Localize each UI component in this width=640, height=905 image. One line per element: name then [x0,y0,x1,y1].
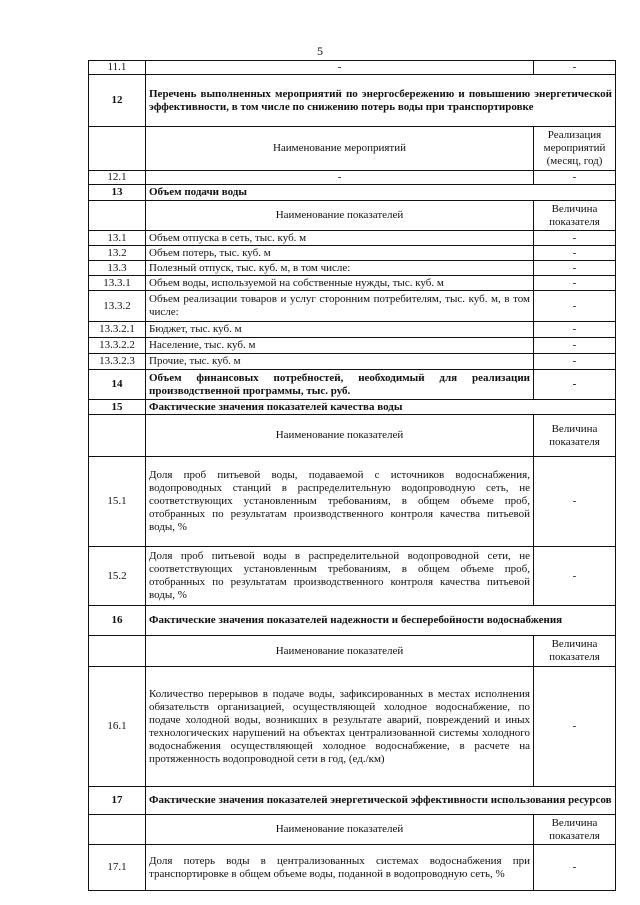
header-blank [89,201,146,231]
section-title: Объем финансовых потребностей, необходимый для реализации производственной программы, тыс. руб. [146,370,534,400]
column-header-row [89,127,616,171]
column-header-value: Величина показателя [534,636,616,667]
row-value: - [534,338,616,354]
section-row [89,370,616,400]
section-number: 14 [89,370,146,400]
report-table [88,60,616,891]
row-text: Доля проб питьевой воды, подаваемой с источников водоснабжения, водопроводных станций в распределительную водопроводную сеть, не соответствующих установленным требованиям, в общем объеме проб, отобранных по результатам производственного контроля качества питьевой воды, % [146,457,534,547]
row-value: - [534,457,616,547]
column-header-name: Наименование мероприятий [146,127,534,171]
header-blank [89,127,146,171]
row-value: - [534,291,616,322]
column-header-name: Наименование показателей [146,636,534,667]
column-header-row [89,636,616,667]
row-number: 13.3.2.1 [89,322,146,338]
row-number: 13.3 [89,261,146,276]
row-text: Объем реализации товаров и услуг сторонним потребителям, тыс. куб. м, в том числе: [146,291,534,322]
table-row [89,246,616,261]
row-text: Количество перерывов в подаче воды, зафиксированных в местах исполнения обязательств организацией, осуществляющей холодное водоснабжение, по подаче холодной воды, возникших в результате аварий, повреждений и иных технологических нарушений на объектах централизованной системы холодного водоснабжения осуществляющей холодное водоснабжение, в расчете на протяженность водопроводной сети в год, (ед./км) [146,667,534,787]
table-row [89,667,616,787]
row-text: Население, тыс. куб. м [146,338,534,354]
header-blank [89,415,146,457]
row-text: Прочие, тыс. куб. м [146,354,534,370]
table-row [89,322,616,338]
row-value: - [534,547,616,606]
row-text: Объем отпуска в сеть, тыс. куб. м [146,231,534,246]
row-number: 12.1 [89,171,146,185]
section-title: Фактические значения показателей надежности и бесперебойности водоснабжения [146,606,616,636]
table-row [89,231,616,246]
table-row [89,291,616,322]
table-row [89,261,616,276]
section-number: 16 [89,606,146,636]
section-number: 17 [89,787,146,815]
row-value: - [534,261,616,276]
row-value: - [534,61,616,75]
row-number: 11.1 [89,61,146,75]
row-number: 13.1 [89,231,146,246]
section-row [89,400,616,415]
row-number: 13.3.2.3 [89,354,146,370]
table-row [89,457,616,547]
header-blank [89,636,146,667]
row-text: Полезный отпуск, тыс. куб. м, в том числе: [146,261,534,276]
column-header-value: Величина показателя [534,201,616,231]
section-row [89,185,616,201]
row-value: - [534,322,616,338]
row-number: 15.2 [89,547,146,606]
row-value: - [534,667,616,787]
column-header-row [89,201,616,231]
column-header-value: Величина показателя [534,415,616,457]
row-text: Объем потерь, тыс. куб. м [146,246,534,261]
row-value: - [534,246,616,261]
column-header-value: Величина показателя [534,815,616,845]
column-header-name: Наименование показателей [146,815,534,845]
row-value: - [534,171,616,185]
section-row [89,606,616,636]
table-row [89,338,616,354]
section-title: Перечень выполненных мероприятий по энергосбережению и повышению энергетической эффективности, в том числе по снижению потерь воды при транспортировке [146,75,616,127]
row-number: 17.1 [89,845,146,891]
row-text: Доля потерь воды в централизованных системах водоснабжения при транспортировке в общем объеме воды, поданной в водопроводную сеть, % [146,845,534,891]
row-number: 13.3.2.2 [89,338,146,354]
row-text: Объем воды, используемой на собственные нужды, тыс. куб. м [146,276,534,291]
row-value: - [534,276,616,291]
row-value: - [534,845,616,891]
row-text: Доля проб питьевой воды в распределительной водопроводной сети, не соответствующих установленным требованиям, в общем объеме проб, отобранных по результатам производственного контроля качества питьевой воды, % [146,547,534,606]
section-row [89,75,616,127]
row-number: 16.1 [89,667,146,787]
column-header-row [89,415,616,457]
row-text: - [146,171,534,185]
column-header-value: Реализация мероприятий (месяц, год) [534,127,616,171]
table-row [89,547,616,606]
row-number: 15.1 [89,457,146,547]
section-title: Объем подачи воды [146,185,616,201]
row-text: - [146,61,534,75]
section-number: 12 [89,75,146,127]
table-row [89,845,616,891]
row-value: - [534,231,616,246]
column-header-name: Наименование показателей [146,415,534,457]
table-row [89,171,616,185]
section-row [89,787,616,815]
column-header-row [89,815,616,845]
section-number: 15 [89,400,146,415]
table-row [89,354,616,370]
row-number: 13.3.2 [89,291,146,322]
row-number: 13.3.1 [89,276,146,291]
column-header-name: Наименование показателей [146,201,534,231]
table-row [89,276,616,291]
row-text: Бюджет, тыс. куб. м [146,322,534,338]
header-blank [89,815,146,845]
row-number: 13.2 [89,246,146,261]
row-value: - [534,370,616,400]
row-value: - [534,354,616,370]
page-number: 5 [317,44,323,58]
table-row [89,61,616,75]
section-title: Фактические значения показателей энергетической эффективности использования ресурсов [146,787,616,815]
section-title: Фактические значения показателей качества воды [146,400,616,415]
section-number: 13 [89,185,146,201]
